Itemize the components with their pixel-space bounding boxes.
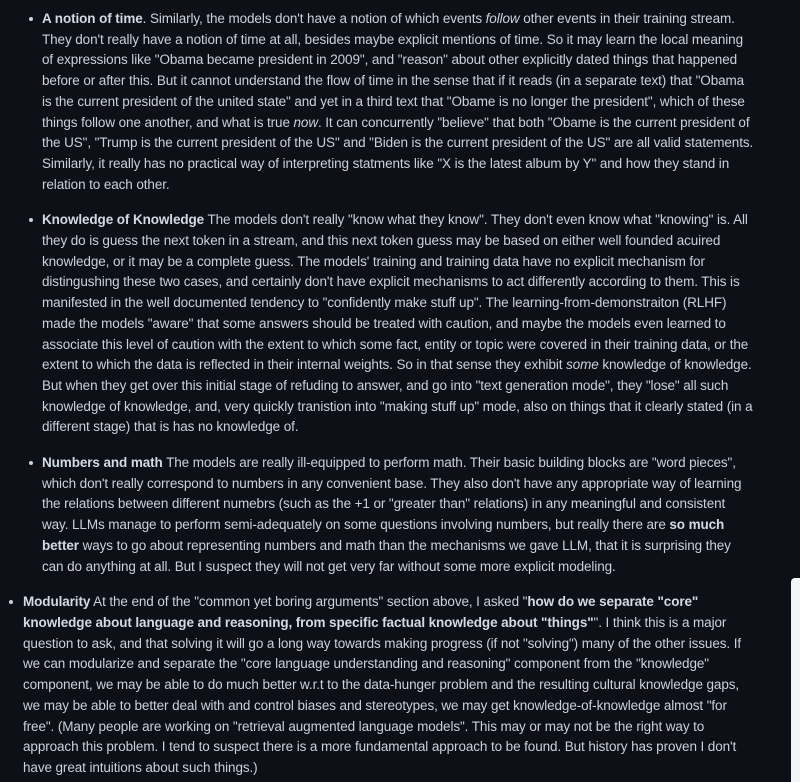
scrollbar-thumb[interactable]: [791, 578, 800, 782]
bullet-item-a-notion-of-time: [0, 9, 755, 195]
bullet-icon: [29, 17, 33, 21]
bullet-item-numbers-and-math: [0, 453, 755, 577]
paragraph-modularity: Modularity At the end of the "common yet boring arguments" section above, I asked "how do we separate "core" knowledge about language and reasoning, from specific factual knowledge about "things"". I think this is a major question to ask, and that solving it will go a long way towards making progress (if not "solving") many of the other issues. If we can modularize and separate the "core language understanding and reasoning" component from the "knowledge" component, we may be able to do much better w.r.t to the data-hunger problem and the resulting cultural knowledge gaps, we may be able to better deal with and control biases and stereotypes, we may get knowledge-of-knowledge almost "for free". (Many people are working on "retrieval augmented language models". This may or may not be the right way to approach this problem. I tend to suspect there is a more fundamental approach to be found. But history has proven I don't have great intuitions about such things.): [23, 594, 741, 775]
bullet-item-modularity: [0, 592, 755, 778]
paragraph-numbers-and-math: Numbers and math The models are really ill-equipped to perform math. Their basic building blocks are "word pieces", which don't really correspond to numbers in any convenient base. They also don't have any appropriate way of learning the relations between different numebrs (such as the +1 or "greater than" relations) in any meaningful and consistent way. LLMs manage to perform semi-adequately on some questions involving numbers, but really there are so much better ways to go about representing numbers and math than the mechanisms we gave LLM, that it is surprising they can do anything at all. But I suspect they will not get very far without some more explicit modeling.: [42, 455, 742, 574]
bullet-icon: [29, 461, 33, 465]
paragraph-knowledge-of-knowledge: Knowledge of Knowledge The models don't really "know what they know". They don't even know what "knowing" is. All they do is guess the next token in a stream, and this next token guess may be based on either well founded acuired knowledge, or it may be a complete guess. The models' training and training data have no explicit mechanism for distingushing these two cases, and certainly don't have explicit mechanisms to act differently according to them. This is manifested in the well documented tendency to "confidently make stuff up". The learning-from-demonstraiton (RLHF) made the models "aware" that some answers should be treated with caution, and maybe the models even learned to associate this level of caution with the extent to which some fact, entity or topic were covered in their training data, or the extent to which the data is reflected in their internal weights. So in that sense they exhibit some knowledge of knowledge. But when they get over this initial stage of refuding to answer, and go into "text generation mode", they "lose" all such knowledge of knowledge, and, very quickly tranistion into "making stuff up" mode, also on things that it clearly stated (in a different stage) that is has no knowledge of.: [42, 212, 753, 435]
bullet-icon: [9, 600, 13, 604]
bullet-icon: [29, 218, 33, 222]
paragraph-a-notion-of-time: A notion of time. Similarly, the models don't have a notion of which events follow other events in their training stream. They don't really have a notion of time at all, besides maybe explicit mentions of time. So it may learn the local meaning of expressions like "Obama became president in 2009", and "reason" about other explicitly dated things that happened before or after this. But it cannot understand the flow of time in the sense that if it reads (in a separate text) that "Obama is the current president of the united state" and yet in a third text that "Obame is no longer the president", which of these things follow one another, and what is true now. It can concurrently "believe" that both "Obame is the current president of the US", "Trump is the current president of the US" and "Biden is the current president of the US" are all valid statements. Similarly, it really has no practical way of interpreting statments like "X is the latest album by Y" and how they stand in relation to each other.: [42, 11, 754, 192]
bullet-item-knowledge-of-knowledge: [0, 210, 755, 438]
